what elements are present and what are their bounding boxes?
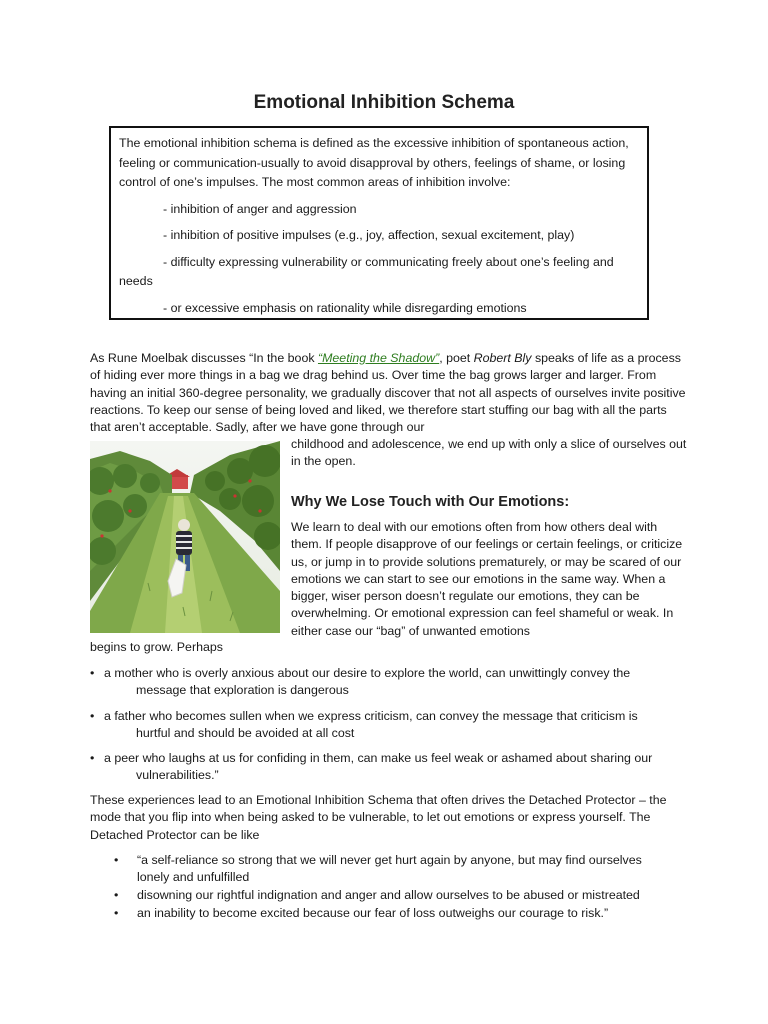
paragraph-text: These experiences lead to an Emotional Inhibition Schema that often drives the Detached Protector – the mode that you flip into when being asked to be vulnerable, to let out emotions or express yourself. The Detached Protector can be like <box>90 793 667 842</box>
orchard-photo-illustration <box>90 441 280 633</box>
inhibition-item: - or excessive emphasis on rationality while disregarding emotions <box>163 300 527 315</box>
intro-continuation-text: childhood and adolescence, we end up with only a slice of ourselves out in the open. <box>291 437 687 469</box>
list-item-text: a mother who is overly anxious about our desire to explore the world, can unwittingly convey the <box>104 666 631 680</box>
list-item <box>114 887 674 904</box>
book-link[interactable]: “Meeting the Shadow” <box>317 351 440 365</box>
list-item-continuation: vulnerabilities.” <box>136 768 219 783</box>
list-item-text: a father who becomes sullen when we express criticism, can convey the message that criticism is <box>104 709 638 723</box>
list-item <box>114 905 674 922</box>
page-title: Emotional Inhibition Schema <box>253 92 515 113</box>
inhibition-item: - difficulty expressing vulnerability or communicating freely about one’s feeling and <box>163 254 614 269</box>
list-item-text: an inability to become excited because our fear of loss outweighs our courage to risk.” <box>137 906 609 920</box>
orchard-photo <box>90 441 280 633</box>
intro-text: As Rune Moelbak discusses “In the book <box>90 351 318 365</box>
intro-text: speaks of life as a process of hiding ever more things in a bag we drag behind us. Over time the bag grows larger and larger. From having an initial 360-degree personality, we gradually discover that not all aspects of ourselves invite positive reactions. To keep our sense of being loved and liked, we therefore start stuffing our bag with all the parts that aren’t acceptable. Sadly, after we have gone through our <box>90 351 686 435</box>
bullet-icon: • <box>114 888 119 902</box>
why-paragraph <box>291 519 691 640</box>
bullet-icon: • <box>90 709 95 723</box>
list-item <box>114 852 674 887</box>
perhaps-line: begins to grow. Perhaps <box>90 640 223 654</box>
list-item <box>90 750 670 785</box>
intro-paragraph <box>90 350 690 436</box>
inhibition-item: - inhibition of anger and aggression <box>163 201 357 216</box>
list-item-continuation: hurtful and should be avoided at all cost <box>136 726 355 741</box>
poet-name: Robert Bly <box>473 351 532 365</box>
bullet-icon: • <box>90 751 95 765</box>
section-heading: Why We Lose Touch with Our Emotions: <box>291 494 570 510</box>
list-item-text: disowning our rightful indignation and anger and allow ourselves to be abused or mistreated <box>137 888 640 902</box>
inhibition-item-continuation: needs <box>119 274 153 288</box>
definition-box <box>109 126 649 320</box>
list-item-text: “a self-reliance so strong that we will never get hurt again by anyone, but may find ourselves lonely and unfulfilled <box>137 853 642 885</box>
bullet-icon: • <box>90 666 95 680</box>
list-item <box>90 708 670 743</box>
list-item <box>90 665 670 700</box>
bullet-icon: • <box>114 906 119 920</box>
why-text: We learn to deal with our emotions often from how others deal with them. If people disapprove of our feelings or certain feelings, or criticize us, or jump in to provide solutions prematurely, or may be scared of our emotions we can start to see our emotions in the same way. When a bigger, wiser person doesn’t regulate our emotions, they can be overwhelming. Or emotional expression can feel shameful or weak. In either case our “bag” of unwanted emotions <box>291 520 683 638</box>
definition-text: The emotional inhibition schema is defined as the excessive inhibition of spontaneous action, feeling or communication-usually to avoid disapproval by others, feelings of shame, or losing control of one’s impulses. The most common areas of inhibition involve: <box>119 136 629 189</box>
list-item-continuation: message that exploration is dangerous <box>136 683 349 698</box>
bullet-icon: • <box>114 853 119 867</box>
intro-text: , poet <box>439 351 474 365</box>
detached-protector-paragraph <box>90 792 690 844</box>
inhibition-item: - inhibition of positive impulses (e.g., joy, affection, sexual excitement, play) <box>163 228 575 242</box>
intro-continuation <box>291 436 691 471</box>
list-item-text: a peer who laughs at us for confiding in them, can make us feel weak or ashamed about sharing our <box>104 751 653 765</box>
